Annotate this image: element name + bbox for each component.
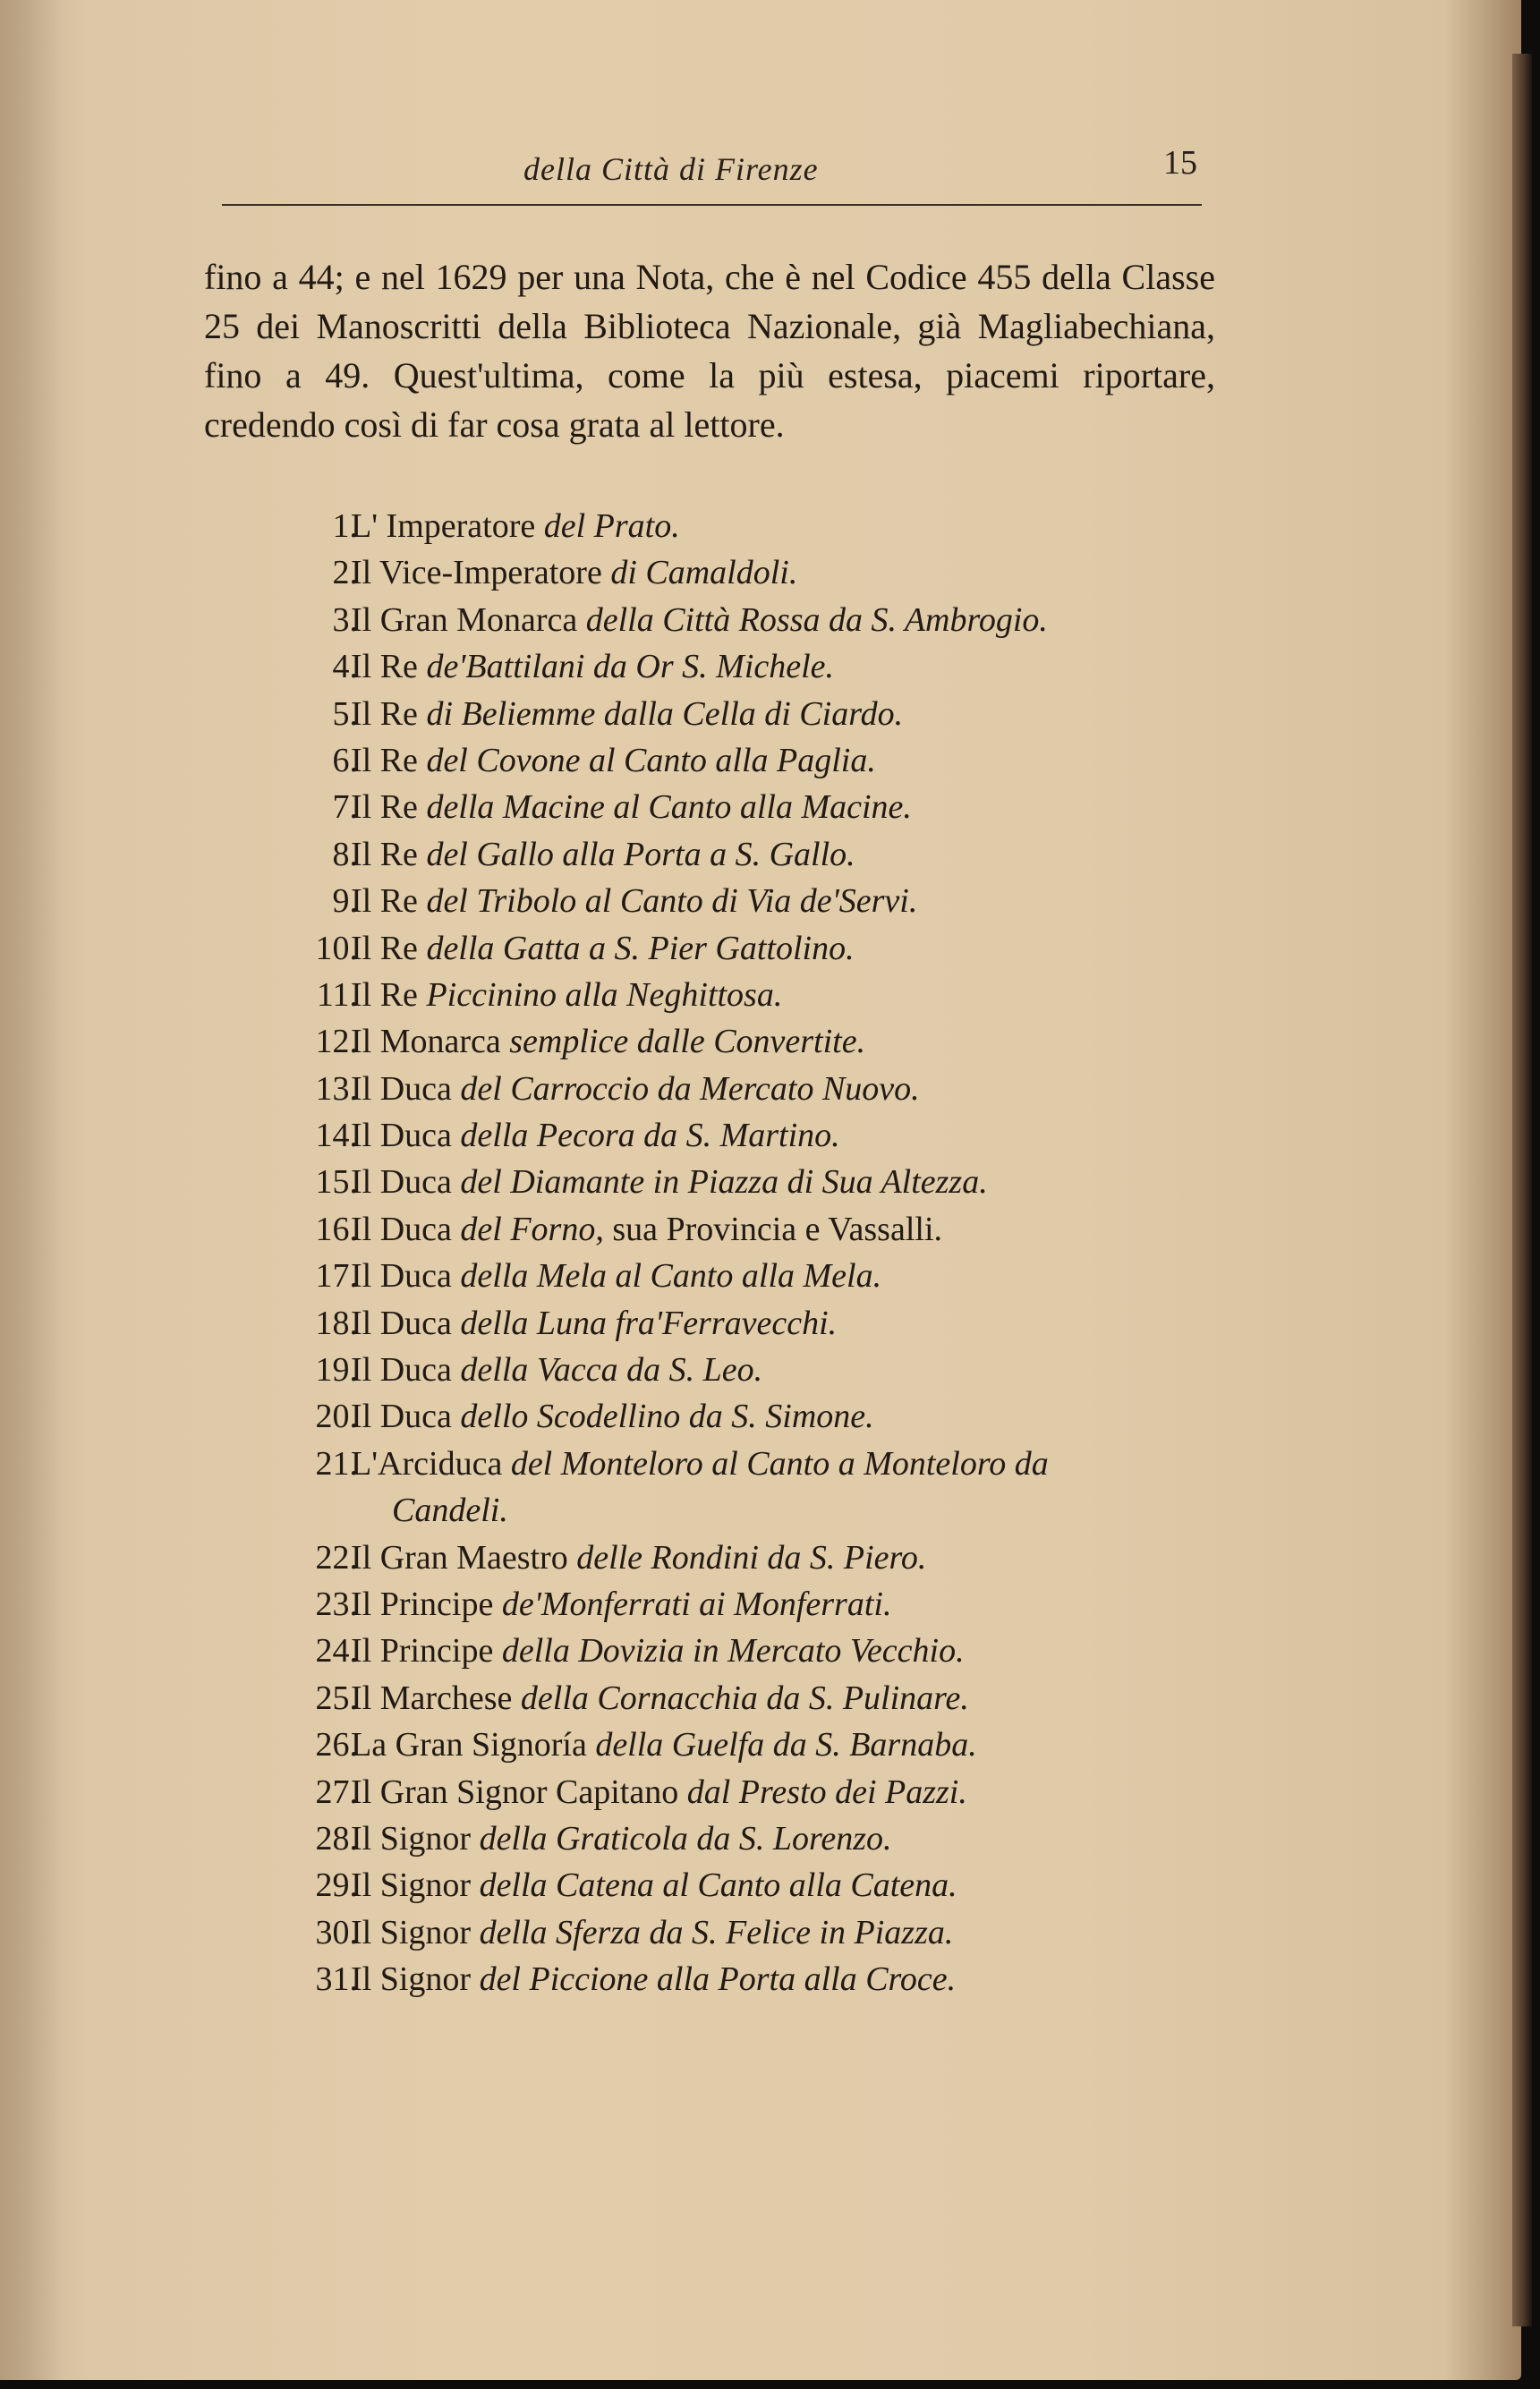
list-item-title: Il Re <box>351 788 418 827</box>
list-item-title: Il Re <box>351 975 418 1014</box>
list-item-number: 19. <box>315 1351 358 1390</box>
list-item-text <box>351 1206 942 1253</box>
list-item-number: 30. <box>315 1913 358 1951</box>
list-item-description: del Monteloro al Canto a Monteloro da <box>510 1444 1049 1483</box>
list-item-description: della Catena al Canto alla Catena. <box>479 1866 957 1905</box>
list-item-text <box>351 549 797 596</box>
list-item-number: 1. <box>332 507 358 545</box>
list-item-description: della Gatta a S. Pier Gattolino. <box>426 929 855 967</box>
list-item-text <box>351 1300 837 1347</box>
list-item <box>0 1909 1521 1956</box>
list-item <box>0 643 1521 690</box>
list-item-title: Il Re <box>351 882 418 921</box>
list-item-title: Il Principe <box>351 1585 494 1623</box>
list-item <box>0 1956 1521 2002</box>
list-item-title: Il Signor <box>351 1960 472 1999</box>
list-item <box>0 1441 1521 1487</box>
list-item-text <box>351 597 1048 643</box>
list-item <box>0 925 1521 972</box>
list-item-description: del Tribolo al Canto di Via de'Servi. <box>426 882 918 921</box>
list-item-description: della Guelfa da S. Barnaba. <box>595 1726 977 1764</box>
list-item <box>0 1393 1521 1440</box>
list-item-description: del Prato. <box>543 507 680 545</box>
list-item-number: 25. <box>315 1679 358 1717</box>
list-item-description: de'Monferrati ai Monferrati. <box>501 1585 892 1623</box>
list-item <box>0 1628 1521 1674</box>
list-item-number: 26. <box>315 1726 358 1764</box>
list-item-text <box>351 1066 920 1112</box>
list-item-number: 3. <box>332 600 358 639</box>
list-item-text <box>351 1909 953 1956</box>
list-item-description: del Carroccio da Mercato Nuovo. <box>460 1069 920 1108</box>
list-item <box>0 597 1521 643</box>
list-item-title: L' Imperatore <box>351 507 536 545</box>
list-item-title: Il Duca <box>351 1069 452 1108</box>
list-item-text <box>351 1441 1049 1487</box>
list-item-number: 22. <box>315 1538 358 1577</box>
page-edge <box>1512 54 1532 2326</box>
list-item-title: L'Arciduca <box>351 1444 503 1483</box>
list-item-number: 23. <box>315 1585 358 1623</box>
list-item-title: Il Re <box>351 835 418 873</box>
list-item-number: 27. <box>315 1773 358 1811</box>
list-item <box>0 1018 1521 1065</box>
list-item <box>0 1066 1521 1112</box>
list-item-text <box>351 1159 988 1205</box>
list-item <box>0 1722 1521 1768</box>
list-item <box>0 1581 1521 1628</box>
list-item-title: Il Duca <box>351 1117 452 1155</box>
list-item-title: Il Signor <box>351 1819 472 1858</box>
list-item-number: 24. <box>315 1632 358 1671</box>
list-item-description: della Mela al Canto alla Mela. <box>460 1257 882 1296</box>
list-item-number: 6. <box>332 741 358 779</box>
list-item <box>0 1253 1521 1299</box>
running-head: della Città di Firenze <box>523 151 819 187</box>
list-item-number: 2. <box>332 554 358 592</box>
page-number: 15 <box>1163 144 1197 182</box>
list-item-description: delle Rondini da S. Piero. <box>576 1538 927 1577</box>
list-item-number: 11. <box>316 975 358 1014</box>
list-item-title: Il Gran Signor Capitano <box>351 1773 679 1811</box>
list-item-text <box>351 1862 957 1909</box>
list-item-text <box>351 1018 865 1065</box>
list-item-description: del Piccione alla Porta alla Croce. <box>479 1960 957 1999</box>
list-item-description: della Cornacchia da S. Pulinare. <box>520 1679 969 1717</box>
list-item-number: 21. <box>315 1444 358 1483</box>
list-item-title: Il Monarca <box>351 1023 501 1061</box>
list-item-description: di Beliemme dalla Cella di Ciardo. <box>426 694 904 733</box>
list-item-number: 7. <box>332 788 358 827</box>
list-item-description: della Graticola da S. Lorenzo. <box>479 1819 892 1858</box>
list-item <box>0 737 1521 784</box>
list-item-number: 5. <box>332 694 358 733</box>
list-item-text <box>351 691 903 737</box>
list-item <box>0 1347 1521 1393</box>
list-item-number: 16. <box>315 1210 358 1248</box>
list-item-text <box>351 1253 881 1299</box>
list-item-description: del Gallo alla Porta a S. Gallo. <box>426 835 855 873</box>
list-item-description: della Luna fra'Ferravecchi. <box>460 1304 838 1342</box>
list-item-text <box>351 1769 967 1815</box>
list-item-number: 29. <box>315 1866 358 1905</box>
list-item-text <box>351 784 912 830</box>
list-item-description: dal Presto dei Pazzi. <box>686 1773 967 1811</box>
list-item-title: Il Duca <box>351 1257 452 1296</box>
list-item <box>0 1159 1521 1205</box>
list-item-number: 12. <box>315 1023 358 1061</box>
list-item-continuation-text: Candeli. <box>392 1492 508 1530</box>
list-item-number: 20. <box>315 1398 358 1436</box>
list-item-text <box>351 925 855 972</box>
list-item-title: Il Re <box>351 648 418 686</box>
list-item-title: Il Signor <box>351 1913 472 1951</box>
list-item-title: La Gran Signoría <box>351 1726 587 1764</box>
list-item-number: 18. <box>315 1304 358 1342</box>
list-item <box>0 1815 1521 1862</box>
list-item-title: Il Re <box>351 741 418 779</box>
list-item-number: 15. <box>315 1163 358 1202</box>
list-item-title: Il Signor <box>351 1866 472 1905</box>
list-item <box>0 1206 1521 1253</box>
list-item-description: del Diamante in Piazza di Sua Altezza. <box>460 1163 988 1202</box>
list-item-title: Il Duca <box>351 1398 452 1436</box>
list-item-description: della Città Rossa da S. Ambrogio. <box>585 600 1048 639</box>
list-item-title: Il Duca <box>351 1351 452 1390</box>
list-item-text <box>351 1722 977 1768</box>
list-item-title: Il Duca <box>351 1210 452 1248</box>
list-item-text <box>351 1393 874 1440</box>
list-item-description: Piccinino alla Neghittosa. <box>426 975 783 1014</box>
list-item-title: Il Re <box>351 929 418 967</box>
list-item-number: 8. <box>332 835 358 873</box>
header-rule <box>222 204 1202 206</box>
list-item-text <box>351 503 680 549</box>
list-item-number: 14. <box>315 1117 358 1155</box>
list-item-description: della Dovizia in Mercato Vecchio. <box>501 1632 965 1671</box>
list-item-description: della Macine al Canto alla Macine. <box>426 788 912 827</box>
list-item-number: 10. <box>315 929 358 967</box>
list-item-number: 4. <box>332 648 358 686</box>
titles-list <box>0 503 1521 2003</box>
list-item <box>0 1675 1521 1722</box>
list-item <box>0 784 1521 830</box>
list-item <box>0 831 1521 878</box>
list-item-text <box>351 831 855 878</box>
list-item-text <box>351 1628 965 1674</box>
list-item-title: Il Duca <box>351 1304 452 1342</box>
list-item <box>0 549 1521 596</box>
list-item-title: Il Re <box>351 694 418 733</box>
list-item-title: Il Gran Maestro <box>351 1538 568 1577</box>
list-item-number: 28. <box>315 1819 358 1858</box>
list-item-text <box>351 737 876 784</box>
list-item-number: 17. <box>315 1257 358 1296</box>
list-item <box>0 503 1521 549</box>
list-item-text <box>351 878 917 924</box>
list-item-text <box>351 1581 891 1628</box>
list-item <box>0 1112 1521 1159</box>
list-item-extra: sua Provincia e Vassalli. <box>603 1210 943 1248</box>
list-item-text <box>351 1535 926 1581</box>
list-item-number: 13. <box>315 1069 358 1108</box>
list-item-description: de'Battilani da Or S. Michele. <box>426 648 835 686</box>
list-item-description: semplice dalle Convertite. <box>509 1023 866 1061</box>
list-item-continuation <box>0 1487 1521 1534</box>
list-item-text <box>351 972 782 1018</box>
list-item-title: Il Marchese <box>351 1679 513 1717</box>
list-item-number: 9. <box>332 882 358 921</box>
list-item <box>0 1535 1521 1581</box>
list-item-title: Il Vice-Imperatore <box>351 554 602 592</box>
list-item-text <box>351 1675 969 1722</box>
list-item-description: della Vacca da S. Leo. <box>460 1351 763 1390</box>
list-item-description: di Camaldoli. <box>610 554 798 592</box>
list-item-title: Il Gran Monarca <box>351 600 578 639</box>
list-item <box>0 691 1521 737</box>
list-item-description: del Forno, <box>460 1210 604 1248</box>
list-item-description: dello Scodellino da S. Simone. <box>460 1398 874 1436</box>
list-item-text <box>351 1956 956 2002</box>
list-item-title: Il Duca <box>351 1163 452 1202</box>
list-item-description: del Covone al Canto alla Paglia. <box>426 741 876 779</box>
list-item <box>0 878 1521 924</box>
list-item <box>0 1300 1521 1347</box>
list-item <box>0 1862 1521 1909</box>
list-item-number: 31. <box>315 1960 358 1999</box>
list-item <box>0 1769 1521 1815</box>
list-item-description: della Sferza da S. Felice in Piazza. <box>479 1913 954 1951</box>
list-item <box>0 972 1521 1018</box>
list-item-text <box>351 1815 891 1862</box>
list-item-text <box>351 1112 840 1159</box>
intro-paragraph: fino a 44; e nel 1629 per una Nota, che è nel Codice 455 della Classe 25 dei Manoscritti della Biblioteca Nazionale, già Magliabechiana, fino a 49. Quest'ultima, come la più estesa, piacemi riportare, credendo così di far cosa grata al lettore. <box>204 257 1215 445</box>
list-item-description: della Pecora da S. Martino. <box>460 1117 840 1155</box>
list-item-text <box>351 643 834 690</box>
list-item-title: Il Principe <box>351 1632 494 1671</box>
list-item-text <box>351 1347 762 1393</box>
